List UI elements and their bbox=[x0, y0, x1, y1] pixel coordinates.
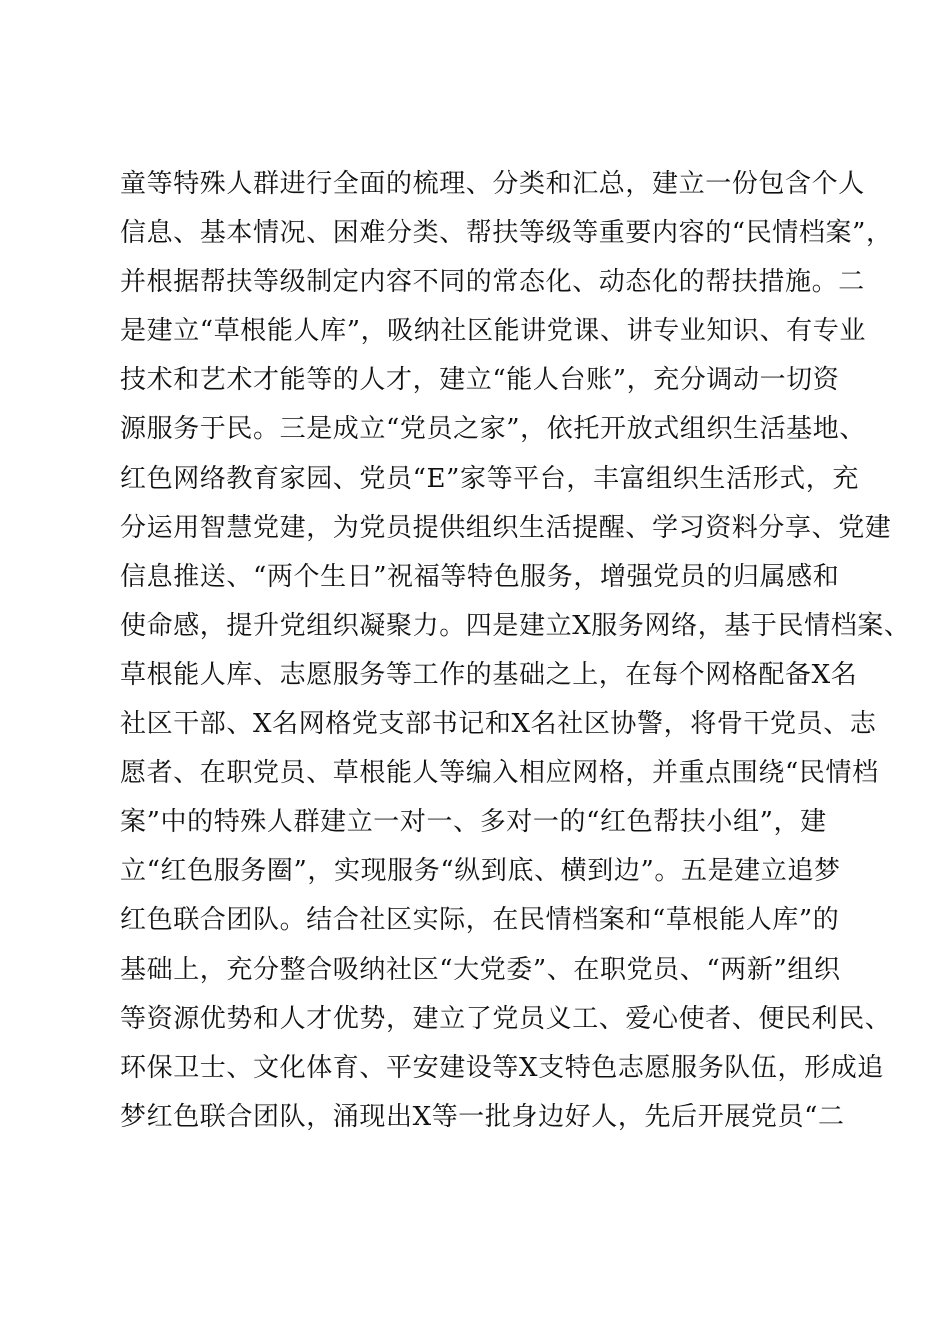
text-line: 技术和艺术才能等的人才，建立“能人台账”，充分调动一切资 bbox=[120, 365, 840, 396]
text-line: 信息推送、“两个生日”祝福等特色服务，增强党员的归属感和 bbox=[120, 561, 840, 592]
text-line: 信息、基本情况、困难分类、帮扶等级等重要内容的“民情档案”， bbox=[120, 218, 893, 249]
text-line: 社区干部、X名网格党支部书记和X名社区协警，将骨干党员、志 bbox=[120, 709, 877, 740]
text-line: 愿者、在职党员、草根能人等编入相应网格，并重点围绕“民情档 bbox=[120, 758, 879, 789]
text-line: 童等特殊人群进行全面的梳理、分类和汇总，建立一份包含个人 bbox=[120, 169, 865, 199]
text-line: 等资源优势和人才优势，建立了党员义工、爱心使者、便民利民、 bbox=[120, 1003, 892, 1034]
text-line: 草根能人库、志愿服务等工作的基础之上，在每个网格配备X名 bbox=[120, 659, 858, 690]
text-line: 梦红色联合团队，涌现出X等一批身边好人，先后开展党员“二 bbox=[120, 1101, 845, 1132]
text-line: 红色网络教育家园、党员“E”家等平台，丰富组织生活形式，充 bbox=[120, 463, 859, 494]
text-line: 案”中的特殊人群建立一对一、多对一的“红色帮扶小组”，建 bbox=[120, 807, 827, 838]
text-line: 环保卫士、文化体育、平安建设等X支特色志愿服务队伍，形成追 bbox=[120, 1052, 884, 1083]
text-line: 红色联合团队。结合社区实际，在民情档案和“草根能人库”的 bbox=[120, 905, 840, 936]
body-paragraph bbox=[120, 160, 911, 1142]
text-line: 是建立“草根能人库”，吸纳社区能讲党课、讲专业知识、有专业 bbox=[120, 316, 866, 347]
text-line: 基础上，充分整合吸纳社区“大党委”、在职党员、“两新”组织 bbox=[120, 954, 841, 985]
text-line: 源服务于民。三是成立“党员之家”，依托开放式组织生活基地、 bbox=[120, 414, 866, 445]
text-line: 使命感，提升党组织凝聚力。四是建立X服务网络，基于民情档案、 bbox=[120, 610, 911, 641]
text-line: 并根据帮扶等级制定内容不同的常态化、动态化的帮扶措施。二 bbox=[120, 267, 865, 298]
text-line: 分运用智慧党建，为党员提供组织生活提醒、学习资料分享、党建 bbox=[120, 512, 892, 543]
text-line: 立“红色服务圈”，实现服务“纵到底、横到边”。五是建立追梦 bbox=[120, 856, 841, 887]
